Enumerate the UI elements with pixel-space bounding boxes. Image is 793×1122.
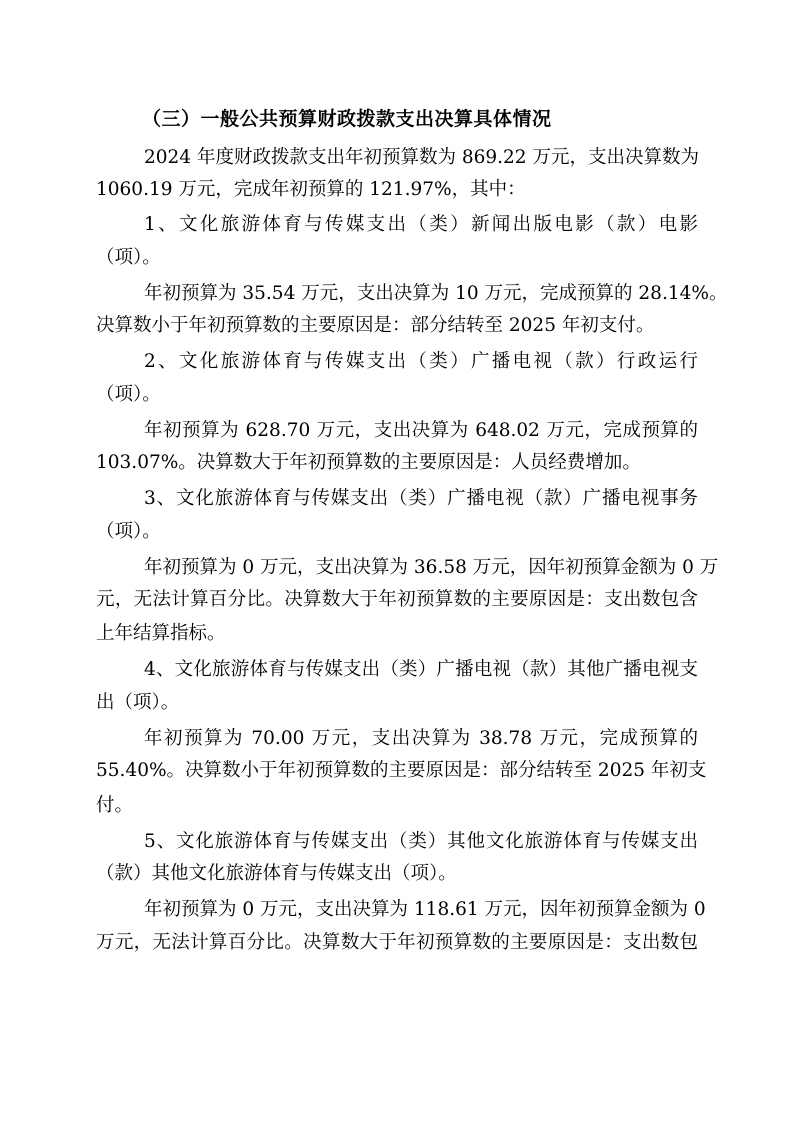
item5-body-line-1: 年初预算为 0 万元，支出决算为 118.61 万元，因年初预算金额为 0 xyxy=(144,899,706,920)
item4-title-line-1: 4、文化旅游体育与传媒支出（类）广播电视（款）其他广播电视支 xyxy=(144,659,698,680)
item4-body-line-1: 年初预算为 70.00 万元，支出决算为 38.78 万元，完成预算的 xyxy=(144,728,698,749)
item4-title-line-2: 出（项）。 xyxy=(96,692,180,713)
item4-body-line-2: 55.40%。决算数小于年初预算数的主要原因是：部分结转至 2025 年初支 xyxy=(96,760,707,781)
item2-title-line-2: （项）。 xyxy=(96,384,161,405)
section-heading: （三）一般公共预算财政拨款支出决算具体情况 xyxy=(142,108,552,130)
item1-body-line-2: 决算数小于年初预算数的主要原因是：部分结转至 2025 年初支付。 xyxy=(96,315,655,336)
item3-body-line-2: 元，无法计算百分比。决算数大于年初预算数的主要原因是：支出数包含 xyxy=(96,589,698,610)
item2-body-line-2: 103.07%。决算数大于年初预算数的主要原因是：人员经费增加。 xyxy=(96,452,641,473)
item1-title-line-1: 1、文化旅游体育与传媒支出（类）新闻出版电影（款）电影 xyxy=(144,214,698,235)
item2-title-line-1: 2、文化旅游体育与传媒支出（类）广播电视（款）行政运行 xyxy=(144,351,698,372)
item3-title-line-1: 3、文化旅游体育与传媒支出（类）广播电视（款）广播电视事务 xyxy=(144,488,698,509)
item5-title-line-1: 5、文化旅游体育与传媒支出（类）其他文化旅游体育与传媒支出 xyxy=(144,831,698,852)
item3-title-line-2: （项）。 xyxy=(96,521,161,542)
item1-title-line-2: （项）。 xyxy=(96,247,161,268)
intro-line-1: 2024 年度财政拨款支出年初预算数为 869.22 万元，支出决算数为 xyxy=(144,147,699,168)
item3-body-line-1: 年初预算为 0 万元，支出决算为 36.58 万元，因年初预算金额为 0 万 xyxy=(144,557,719,578)
item1-body-line-1: 年初预算为 35.54 万元，支出决算为 10 万元，完成预算的 28.14%。 xyxy=(144,283,728,304)
item5-title-line-2: （款）其他文化旅游体育与传媒支出（项）。 xyxy=(96,863,457,884)
intro-line-2: 1060.19 万元，完成年初预算的 121.97%，其中： xyxy=(96,179,526,200)
item2-body-line-1: 年初预算为 628.70 万元，支出决算为 648.02 万元，完成预算的 xyxy=(144,420,698,441)
item5-body-line-2: 万元，无法计算百分比。决算数大于年初预算数的主要原因是：支出数包 xyxy=(96,932,698,953)
item4-body-line-3: 付。 xyxy=(96,795,134,816)
item3-body-line-3: 上年结算指标。 xyxy=(96,623,226,644)
